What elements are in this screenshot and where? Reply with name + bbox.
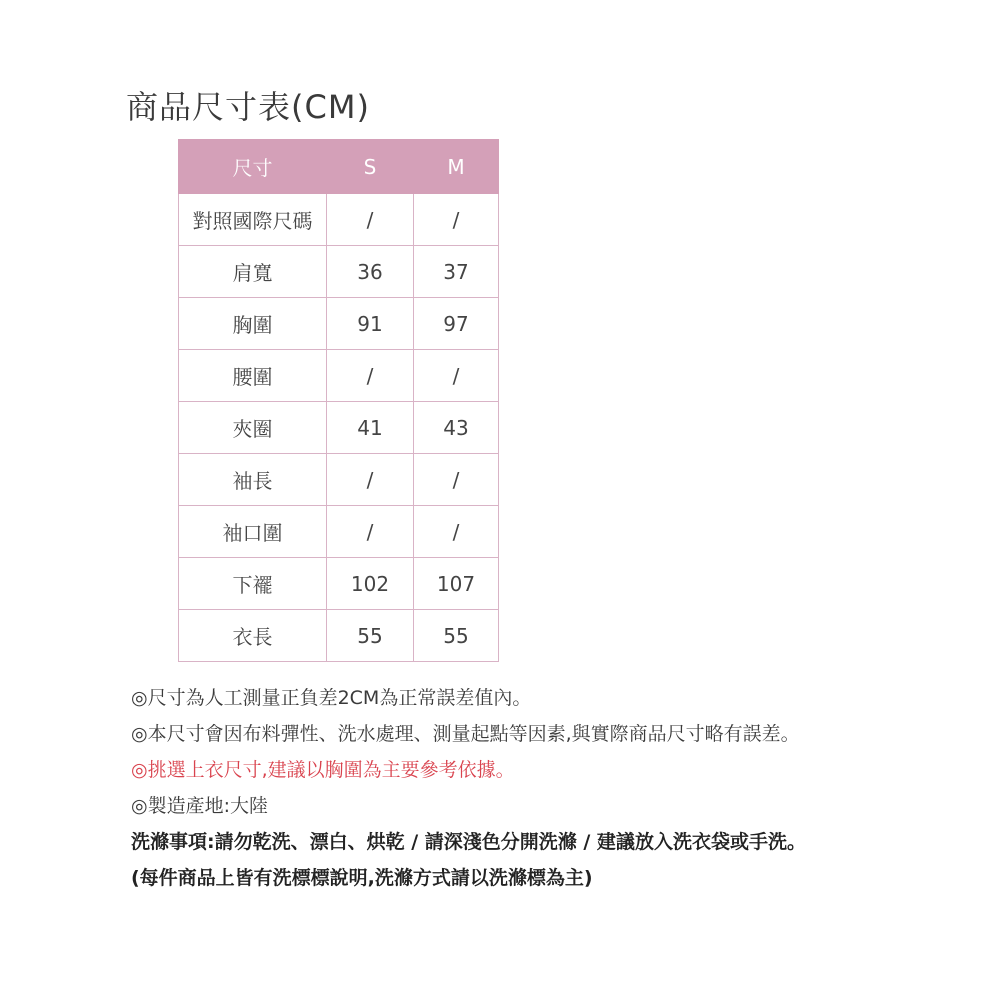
note-measurement-tolerance: ◎尺寸為人工測量正負差2CM為正常誤差值內。: [131, 687, 532, 709]
row-label: 袖長: [179, 454, 327, 506]
table-header-row: [179, 140, 499, 194]
value-s: /: [327, 350, 414, 402]
header-m: M: [414, 140, 499, 194]
table-row: [179, 454, 499, 506]
table-row: [179, 246, 499, 298]
row-label: 衣長: [179, 610, 327, 662]
header-size: 尺寸: [179, 140, 327, 194]
notes-section: [131, 680, 991, 896]
value-m: /: [414, 350, 499, 402]
row-label: 對照國際尺碼: [179, 194, 327, 246]
size-table: [178, 139, 499, 662]
value-m: 55: [414, 610, 499, 662]
header-s: S: [327, 140, 414, 194]
note-selection-tip: ◎挑選上衣尺寸,建議以胸圍為主要參考依據。: [131, 759, 515, 781]
table-row: [179, 298, 499, 350]
table-row: [179, 194, 499, 246]
value-s: 91: [327, 298, 414, 350]
value-s: /: [327, 454, 414, 506]
value-m: /: [414, 506, 499, 558]
value-m: /: [414, 454, 499, 506]
value-s: 36: [327, 246, 414, 298]
value-s: 41: [327, 402, 414, 454]
value-m: /: [414, 194, 499, 246]
row-label: 夾圈: [179, 402, 327, 454]
value-m: 97: [414, 298, 499, 350]
value-m: 107: [414, 558, 499, 610]
row-label: 袖口圍: [179, 506, 327, 558]
row-label: 腰圍: [179, 350, 327, 402]
note-size-variance: ◎本尺寸會因布料彈性、洗水處理、測量起點等因素,與實際商品尺寸略有誤差。: [131, 723, 800, 745]
page-title: 商品尺寸表(CM): [126, 88, 370, 126]
table-row: [179, 402, 499, 454]
note-washing-instructions: 洗滌事項:請勿乾洗、漂白、烘乾 / 請深淺色分開洗滌 / 建議放入洗衣袋或手洗。: [131, 831, 806, 853]
value-m: 43: [414, 402, 499, 454]
table-row: [179, 558, 499, 610]
value-s: /: [327, 506, 414, 558]
note-washing-label: (每件商品上皆有洗標標說明,洗滌方式請以洗滌標為主): [131, 867, 593, 889]
value-s: 102: [327, 558, 414, 610]
value-s: 55: [327, 610, 414, 662]
table-row: [179, 350, 499, 402]
row-label: 下襬: [179, 558, 327, 610]
value-m: 37: [414, 246, 499, 298]
row-label: 肩寬: [179, 246, 327, 298]
table-row: [179, 610, 499, 662]
value-s: /: [327, 194, 414, 246]
table-row: [179, 506, 499, 558]
note-origin: ◎製造產地:大陸: [131, 795, 268, 817]
row-label: 胸圍: [179, 298, 327, 350]
